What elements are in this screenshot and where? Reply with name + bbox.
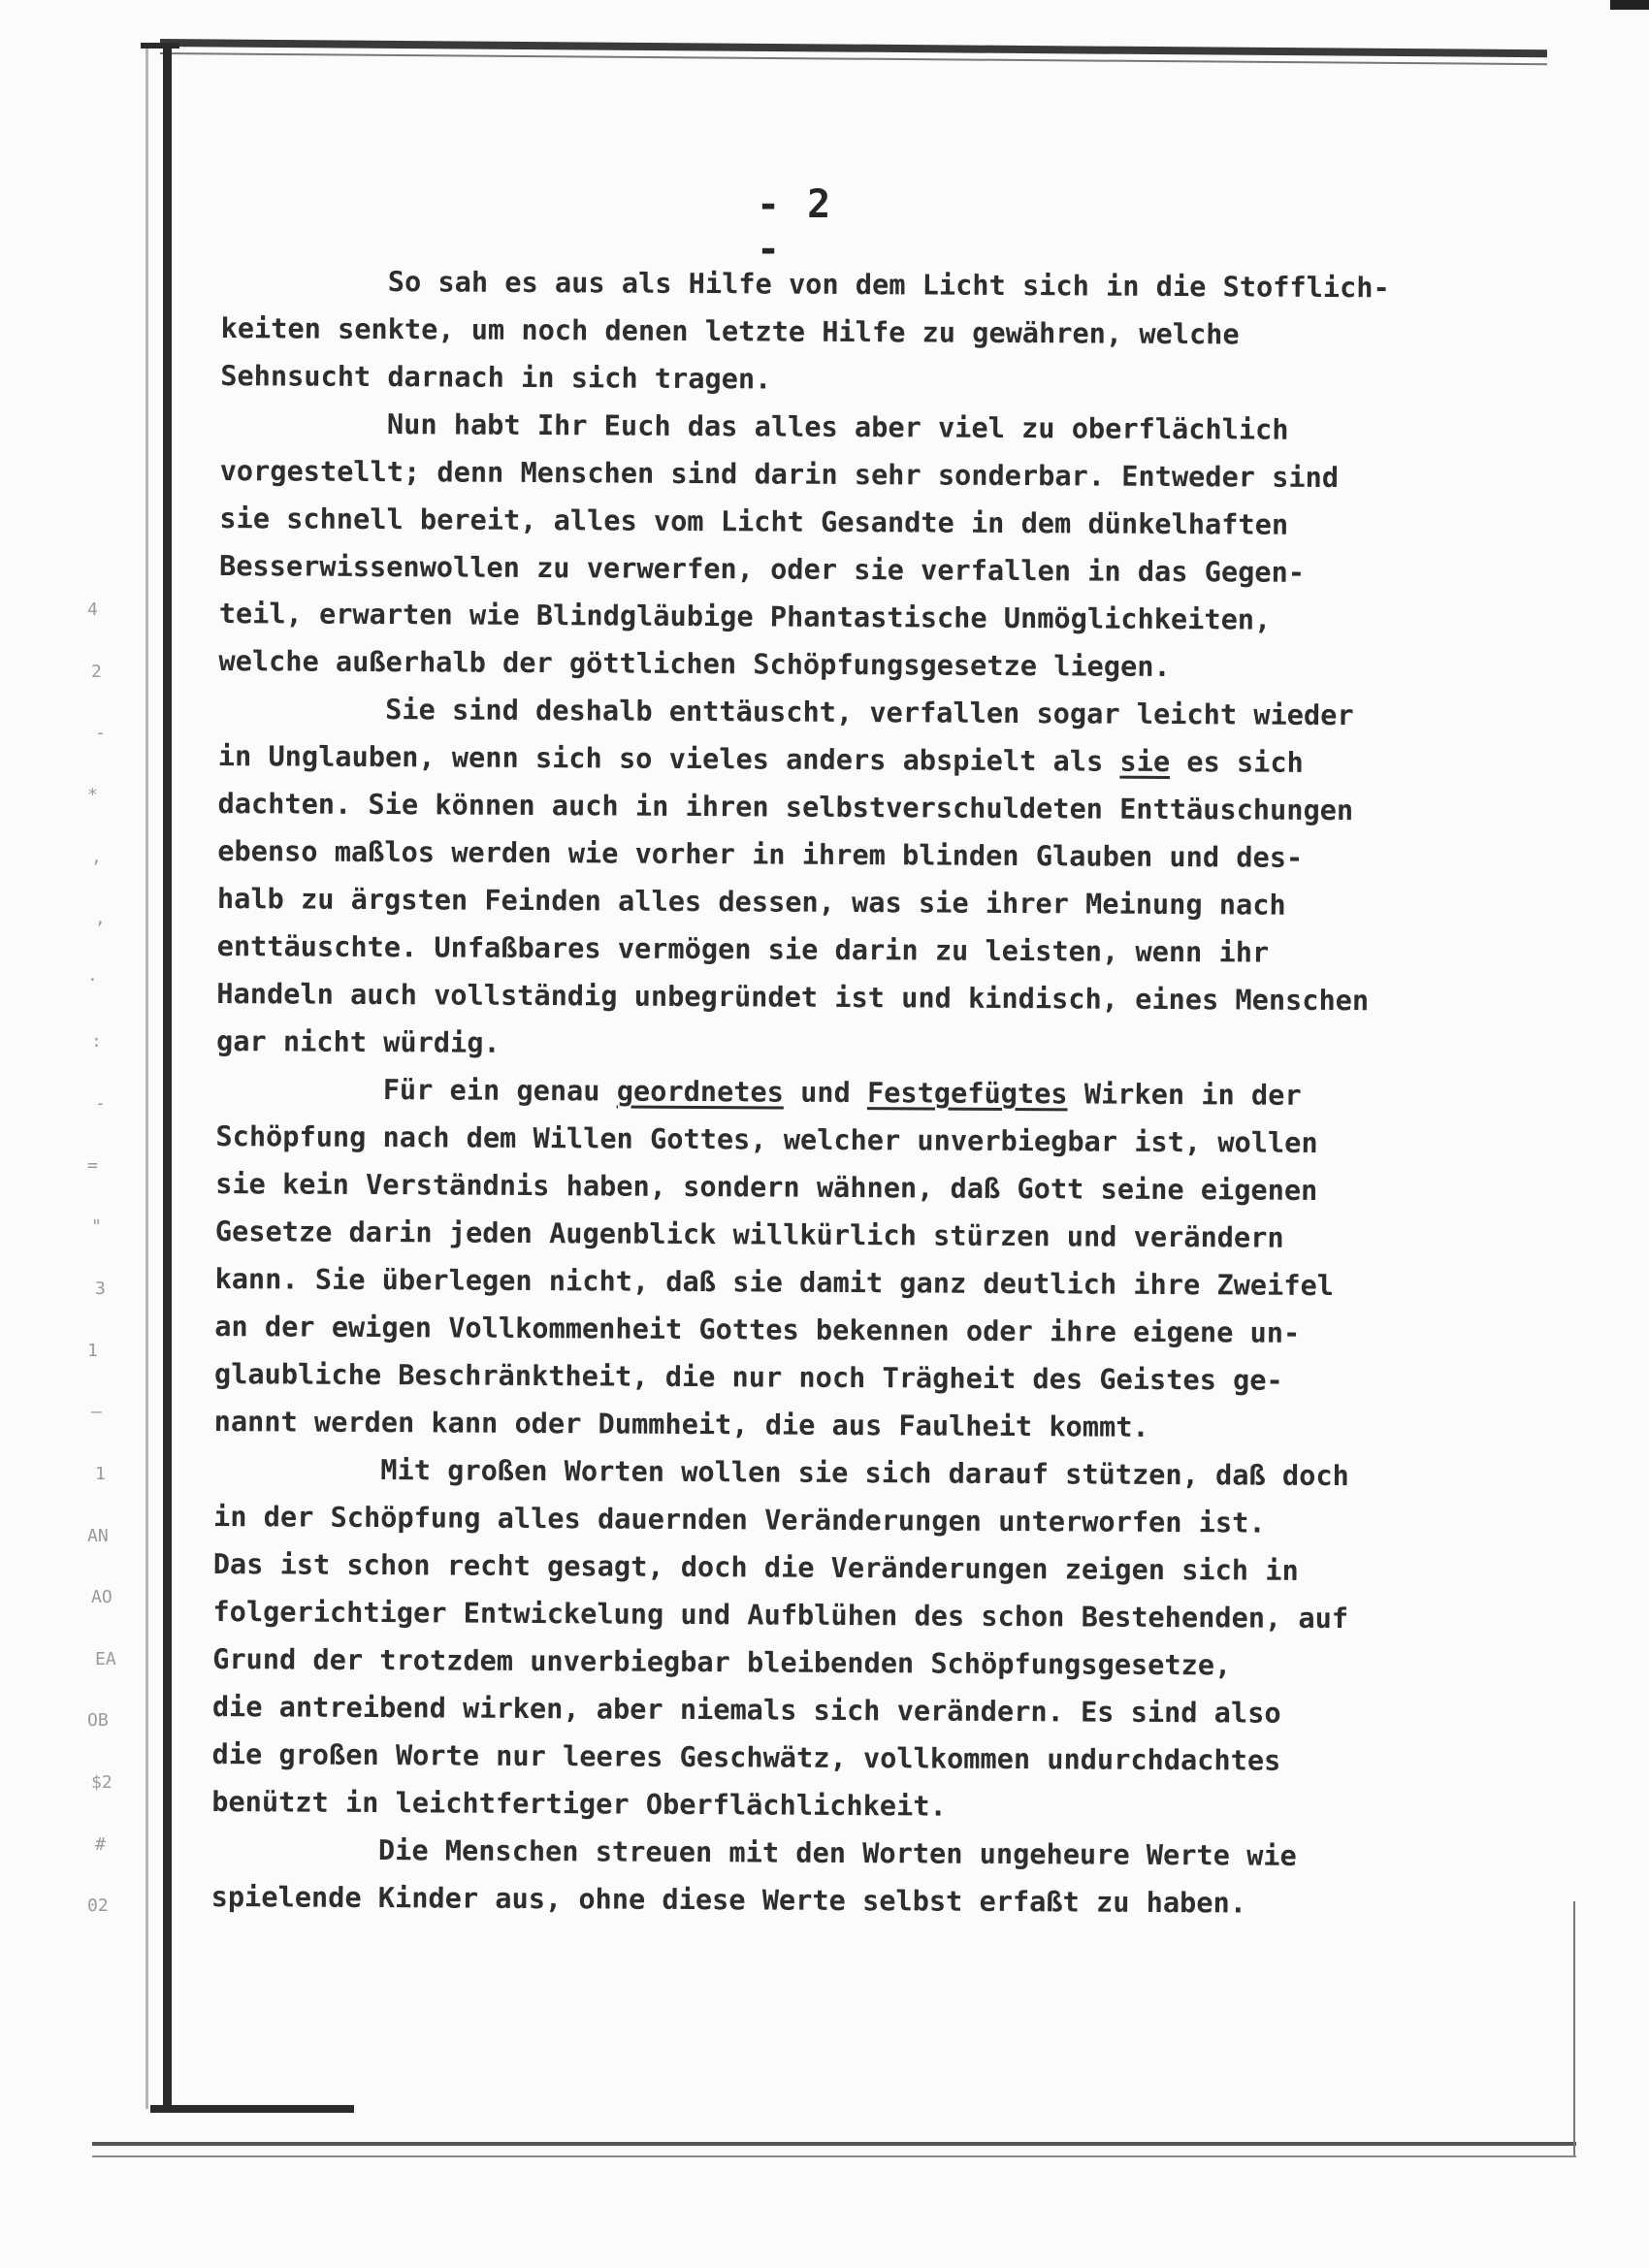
text-line: in Unglauben, wenn sich so vieles anders abspielt als sie es sich xyxy=(217,738,1304,779)
paragraph xyxy=(220,257,1521,407)
paragraph xyxy=(218,400,1520,693)
margin-mark: , xyxy=(95,908,106,928)
margin-mark: = xyxy=(87,1155,98,1176)
text-line: gar nicht würdig. xyxy=(215,1023,501,1059)
binding-cap-top xyxy=(141,43,179,49)
paragraph xyxy=(214,1065,1516,1453)
text-line: die antreibend wirken, aber niemals sich verändern. Es sind also xyxy=(211,1689,1281,1730)
page-number: - 2 - xyxy=(757,182,833,272)
text-line: Handeln auch vollständig unbegründet ist und kindisch, eines Menschen xyxy=(216,976,1370,1018)
text-line: ebenso maßlos werden wie vorher in ihrem blinden Glauben und des- xyxy=(217,833,1304,874)
margin-mark: — xyxy=(91,1402,102,1422)
margin-mark: · xyxy=(87,970,98,990)
margin-mark: 1 xyxy=(95,1464,106,1484)
margin-bleed-marks xyxy=(87,601,126,2018)
margin-mark: 1 xyxy=(87,1341,98,1361)
binding-shadow xyxy=(146,43,148,2109)
binding-rule xyxy=(163,43,172,2109)
text-line: spielende Kinder aus, ohne diese Werte selbst erfaßt zu haben. xyxy=(210,1879,1247,1920)
text-line: teil, erwarten wie Blindgläubige Phantastische Unmöglichkeiten, xyxy=(218,596,1272,636)
text-line: Sehnsucht darnach in sich tragen. xyxy=(220,358,772,396)
right-frame-rule xyxy=(1573,1901,1575,2155)
text-line: Schöpfung nach dem Willen Gottes, welcher unverbiegbar ist, wollen xyxy=(215,1118,1318,1159)
text-line: enttäuschte. Unfaßbares vermögen sie darin zu leisten, wenn ihr xyxy=(216,928,1270,969)
margin-mark: 2 xyxy=(91,662,102,682)
margin-mark: AN xyxy=(87,1526,109,1546)
margin-mark: , xyxy=(91,847,102,867)
text-line: keiten senkte, um noch denen letzte Hilfe zu gewähren, welche xyxy=(220,310,1240,351)
margin-mark: : xyxy=(91,1031,102,1052)
margin-mark: 3 xyxy=(95,1279,106,1299)
bottom-frame-rule-thin xyxy=(92,2155,1576,2157)
bottom-frame-rule xyxy=(92,2142,1576,2146)
margin-mark: 02 xyxy=(87,1895,109,1916)
text-line: Grund der trotzdem unverbiegbar bleibenden Schöpfungsgesetze, xyxy=(212,1641,1232,1682)
text-line: Das ist schon recht gesagt, doch die Veränderungen zeigen sich in xyxy=(212,1546,1299,1587)
margin-mark: " xyxy=(91,1216,102,1237)
text-line: dachten. Sie können auch in ihren selbstverschuldeten Enttäuschungen xyxy=(217,786,1354,827)
text-line: glaubliche Beschränktheit, die nur noch Trägheit des Geistes ge- xyxy=(213,1356,1283,1397)
text-line: halb zu ärgsten Feinden alles dessen, was sie ihrer Meinung nach xyxy=(216,881,1286,922)
margin-mark: EA xyxy=(95,1649,116,1669)
text-line: sie kein Verständnis haben, sondern wähnen, daß Gott seine eigenen xyxy=(215,1166,1318,1207)
margin-mark: 4 xyxy=(87,599,98,620)
margin-mark: OB xyxy=(87,1710,109,1731)
text-line: Die Menschen streuen mit den Worten ungeheure Werte wie xyxy=(377,1833,1297,1872)
text-line: Gesetze darin jeden Augenblick willkürlich stürzen und verändern xyxy=(214,1214,1284,1254)
text-line: benützt in leichtfertiger Oberflächlichkeit. xyxy=(211,1784,947,1823)
text-line: welche außerhalb der göttlichen Schöpfungsgesetze liegen. xyxy=(218,643,1171,683)
paragraph xyxy=(211,1826,1512,1928)
text-line: So sah es aus als Hilfe von dem Licht sich in die Stofflich- xyxy=(387,265,1390,305)
text-line: Nun habt Ihr Euch das alles aber viel zu oberflächlich xyxy=(386,407,1289,446)
paragraph xyxy=(216,685,1518,1073)
scan-corner-mark xyxy=(1610,0,1649,10)
text-line: Sie sind deshalb enttäuscht, verfallen sogar leicht wieder xyxy=(385,693,1354,732)
text-line: vorgestellt; denn Menschen sind darin sehr sonderbar. Entweder sind xyxy=(219,453,1340,495)
text-line: in der Schöpfung alles dauernden Veränderungen unterworfen ist. xyxy=(212,1499,1266,1539)
text-line: folgerichtiger Entwickelung und Aufblühen des schon Bestehenden, auf xyxy=(212,1594,1349,1636)
text-line: nannt werden kann oder Dummheit, die aus Faulheit kommt. xyxy=(213,1404,1149,1443)
text-line: Mit großen Worten wollen sie sich darauf stützen, daß doch xyxy=(380,1453,1349,1493)
margin-mark: AO xyxy=(91,1587,113,1607)
underlined-word: geordnetes xyxy=(616,1074,785,1109)
margin-mark: * xyxy=(87,785,98,805)
text-line: Für ein genau geordnetes und Festgefügtes Wirken in der xyxy=(382,1073,1302,1112)
text-line: die großen Worte nur leeres Geschwätz, vollkommen undurchdachtes xyxy=(211,1736,1281,1777)
margin-mark: - xyxy=(95,1093,106,1114)
underlined-word: Festgefügtes xyxy=(866,1076,1068,1111)
text-line: sie schnell bereit, alles vom Licht Gesandte in dem dünkelhaften xyxy=(219,501,1289,541)
text-line: kann. Sie überlegen nicht, daß sie damit ganz deutlich ihre Zweifel xyxy=(214,1261,1335,1303)
text-line: Besserwissenwollen zu verwerfen, oder sie verfallen in das Gegen- xyxy=(218,548,1306,589)
margin-mark: - xyxy=(95,723,106,743)
document-body xyxy=(211,257,1521,1928)
underlined-word: sie xyxy=(1119,744,1171,778)
margin-mark: # xyxy=(95,1834,106,1855)
margin-mark: $2 xyxy=(91,1772,113,1793)
text-line: an der ewigen Vollkommenheit Gottes bekennen oder ihre eigene un- xyxy=(214,1309,1301,1349)
binding-cap-bottom xyxy=(150,2105,354,2113)
paragraph xyxy=(211,1445,1513,1833)
